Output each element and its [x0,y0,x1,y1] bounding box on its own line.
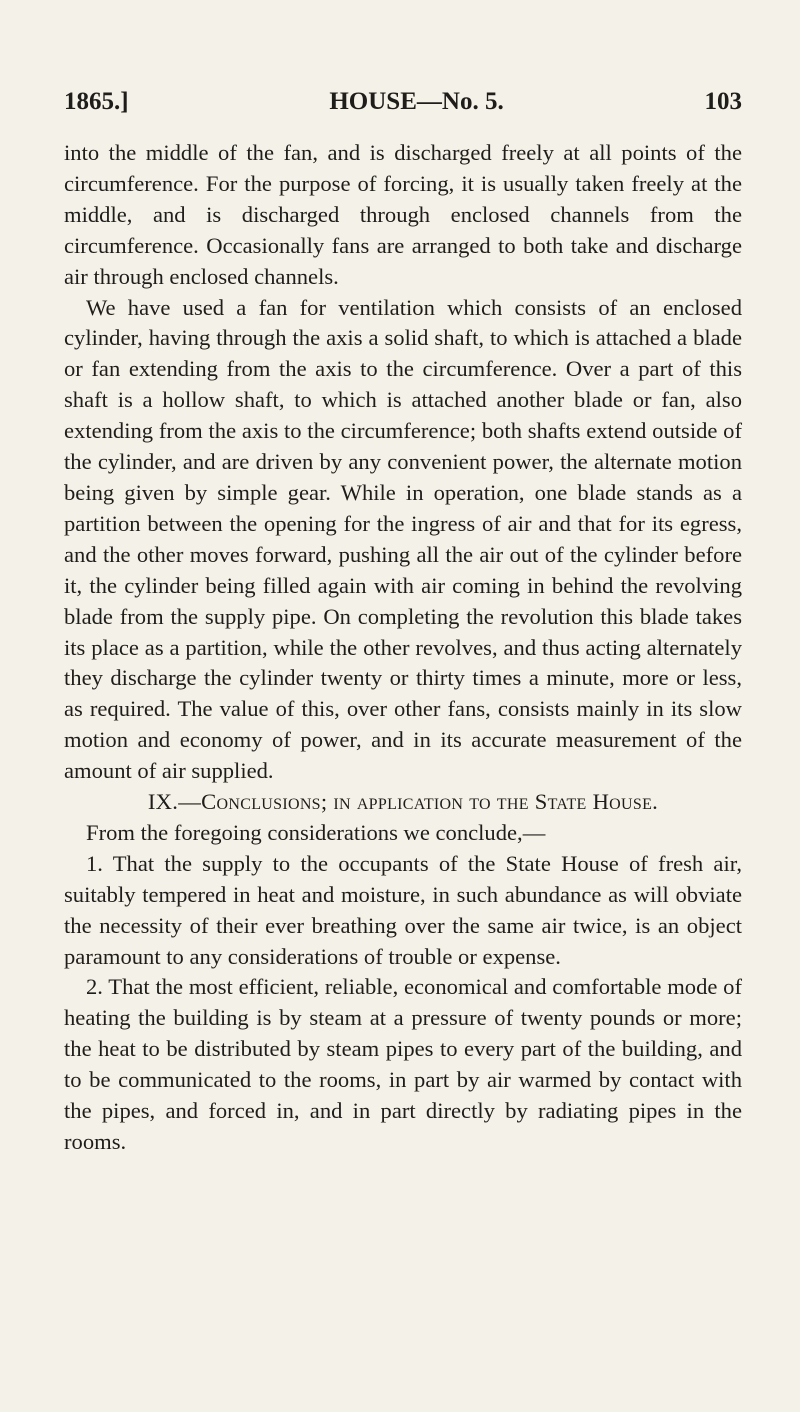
book-page [64,88,742,1158]
section-number: IX.— [147,789,202,815]
header-document-title: HOUSE—No. 5. [329,88,504,115]
paragraph-continued: into the middle of the fan, and is discharged freely at all points of the circumference. For the purpose of forcing, it is usually taken freely at the middle, and is discharged through enclosed channels from the circumference. Occasionally fans are arranged to both take and discharge air through enclosed channels. [64,140,742,289]
conclusion-item-2: 2. That the most efficient, reliable, economical and comfortable mode of heating the building is by steam at a pressure of twenty pounds or more; the heat to be distributed by steam pipes to every part of the building, and to be communicated to the rooms, in part by air warmed by contact with the pipes, and forced in, and in part directly by radiating pipes in the rooms. [64,974,742,1154]
section-title: Conclusions; in application to the State House. [201,789,659,815]
body-text [64,138,742,1158]
paragraph-fan-description: We have used a fan for ventilation which consists of an enclosed cylinder, having through the axis a solid shaft, to which is attached a blade or fan extending from the axis to the circumference. Over a part of this shaft is a hollow shaft, to which is attached another blade or fan, also extending from the axis to the circumference; both shafts extend outside of the cylinder, and are driven by any convenient power, the alternate motion being given by simple gear. While in operation, one blade stands as a partition between the opening for the ingress of air and that for its egress, and the other moves forward, pushing all the air out of the cylinder before it, the cylinder being filled again with air coming in behind the revolving blade from the supply pipe. On completing the revolution this blade takes its place as a partition, while the other revolves, and thus acting alternately they discharge the cylinder twenty or thirty times a minute, more or less, as required. The value of this, over other fans, consists mainly in its slow motion and economy of power, and in its accurate measurement of the amount of air supplied. [64,294,742,784]
paragraph-intro: From the foregoing considerations we conclude,— [86,819,546,845]
running-header [64,88,742,138]
conclusion-item-1: 1. That the supply to the occupants of the State House of fresh air, suitably tempered in heat and moisture, in such abundance as will obviate the necessity of their ever breathing over the same air twice, is an object paramount to any considerations of trouble or expense. [64,850,742,969]
header-page-number: 103 [704,88,742,115]
section-heading [64,787,742,818]
header-year: 1865.] [64,88,129,115]
